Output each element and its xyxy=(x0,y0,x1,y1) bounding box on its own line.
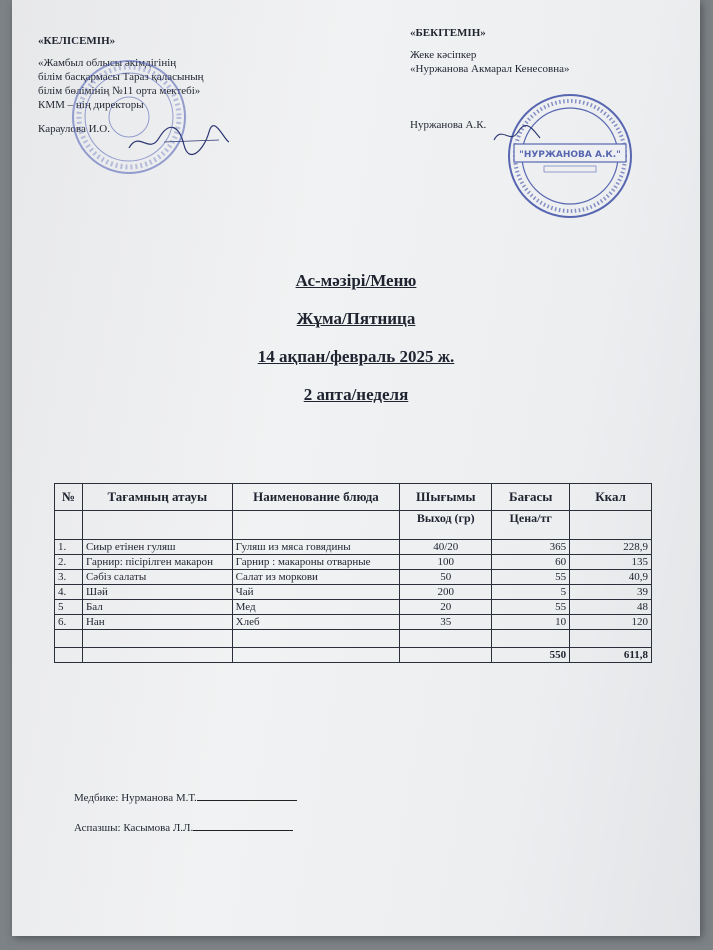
signer-name-right: Нуржанова А.К. xyxy=(410,119,487,131)
cell-dish-ru: Хлеб xyxy=(232,615,400,630)
col-header: Ккал xyxy=(570,484,652,511)
cell-no: 5 xyxy=(55,600,83,615)
cell-dish-ru: Салат из моркови xyxy=(232,570,400,585)
signature-line xyxy=(193,820,293,831)
cell-price: 55 xyxy=(492,600,570,615)
table-row xyxy=(55,585,652,600)
cell-kcal: 135 xyxy=(570,555,652,570)
col-header: Тағамның атауы xyxy=(82,484,232,511)
table-header-row xyxy=(55,484,652,511)
cell-dish-kz: Бал xyxy=(82,600,232,615)
col-subheader: Цена/тг xyxy=(492,511,570,540)
cell-price: 55 xyxy=(492,570,570,585)
table-empty-row xyxy=(55,630,652,648)
cell-dish-kz: Гарнир: пісірілген макарон xyxy=(82,555,232,570)
menu-table xyxy=(54,483,652,663)
cell-kcal: 39 xyxy=(570,585,652,600)
table-row xyxy=(55,540,652,555)
cell-output: 200 xyxy=(400,585,492,600)
cell-price: 5 xyxy=(492,585,570,600)
cell-kcal: 48 xyxy=(570,600,652,615)
nurse-signature xyxy=(74,790,297,804)
org-line: «Жамбыл облысы әкімдігінің xyxy=(38,57,177,69)
cell-price: 10 xyxy=(492,615,570,630)
col-header: Наименование блюда xyxy=(232,484,400,511)
entrepreneur-line: «Нуржанова Акмарал Кенесовна» xyxy=(410,63,570,75)
menu-day: Жұма/Пятница xyxy=(296,309,416,328)
menu-title: Ас-мәзірі/Меню xyxy=(295,271,417,290)
cell-dish-ru: Гуляш из мяса говядины xyxy=(232,540,400,555)
org-line: КММ – нің директоры xyxy=(38,99,144,111)
cell-output: 50 xyxy=(400,570,492,585)
entrepreneur-line: Жеке кәсіпкер xyxy=(410,49,477,61)
cell-no: 2. xyxy=(55,555,83,570)
menu-title-block xyxy=(12,270,700,422)
cell-kcal: 120 xyxy=(570,615,652,630)
cell-no: 1. xyxy=(55,540,83,555)
cell-no: 4. xyxy=(55,585,83,600)
cell-output: 35 xyxy=(400,615,492,630)
org-line: білім басқармасы Тараз қаласының xyxy=(38,71,204,83)
signer-name-left: Караулова И.О. xyxy=(38,123,110,135)
table-row xyxy=(55,600,652,615)
total-price: 550 xyxy=(492,648,570,663)
signature-line xyxy=(197,790,297,801)
cell-price: 365 xyxy=(492,540,570,555)
menu-week: 2 апта/неделя xyxy=(303,385,409,404)
approval-heading-right: «БЕКІТЕМІН» xyxy=(410,27,486,39)
col-header: Шығымы xyxy=(400,484,492,511)
menu-date: 14 ақпан/февраль 2025 ж. xyxy=(257,347,455,366)
cell-dish-ru: Гарнир : макароны отварные xyxy=(232,555,400,570)
col-header: № xyxy=(55,484,83,511)
nurse-name: Медбике: Нурманова М.Т. xyxy=(74,792,197,804)
table-row xyxy=(55,555,652,570)
cell-kcal: 228,9 xyxy=(570,540,652,555)
cell-dish-kz: Нан xyxy=(82,615,232,630)
cell-dish-ru: Чай xyxy=(232,585,400,600)
cell-output: 100 xyxy=(400,555,492,570)
total-kcal: 611,8 xyxy=(570,648,652,663)
approval-heading-left: «КЕЛІСЕМІН» xyxy=(38,35,116,47)
cell-dish-kz: Сиыр етінен гуляш xyxy=(82,540,232,555)
cell-no: 6. xyxy=(55,615,83,630)
col-subheader: Выход (гр) xyxy=(400,511,492,540)
cell-dish-kz: Шәй xyxy=(82,585,232,600)
cook-name: Аспазшы: Касымова Л.Л. xyxy=(74,822,194,834)
document-page xyxy=(12,0,700,936)
seal-center-text: "НУРЖАНОВА А.К." xyxy=(519,150,621,160)
cook-signature xyxy=(74,820,293,834)
official-seal-right xyxy=(506,92,634,220)
cell-kcal: 40,9 xyxy=(570,570,652,585)
table-subheader-row xyxy=(55,511,652,540)
cell-output: 20 xyxy=(400,600,492,615)
org-line: білім бөлімінің №11 орта мектебі» xyxy=(38,85,201,97)
cell-output: 40/20 xyxy=(400,540,492,555)
signature-scribble xyxy=(492,120,542,150)
table-total-row xyxy=(55,648,652,663)
table-row xyxy=(55,615,652,630)
official-seal-left xyxy=(70,58,188,176)
table-row xyxy=(55,570,652,585)
cell-dish-ru: Мед xyxy=(232,600,400,615)
cell-dish-kz: Сәбіз салаты xyxy=(82,570,232,585)
cell-price: 60 xyxy=(492,555,570,570)
cell-no: 3. xyxy=(55,570,83,585)
col-header: Бағасы xyxy=(492,484,570,511)
